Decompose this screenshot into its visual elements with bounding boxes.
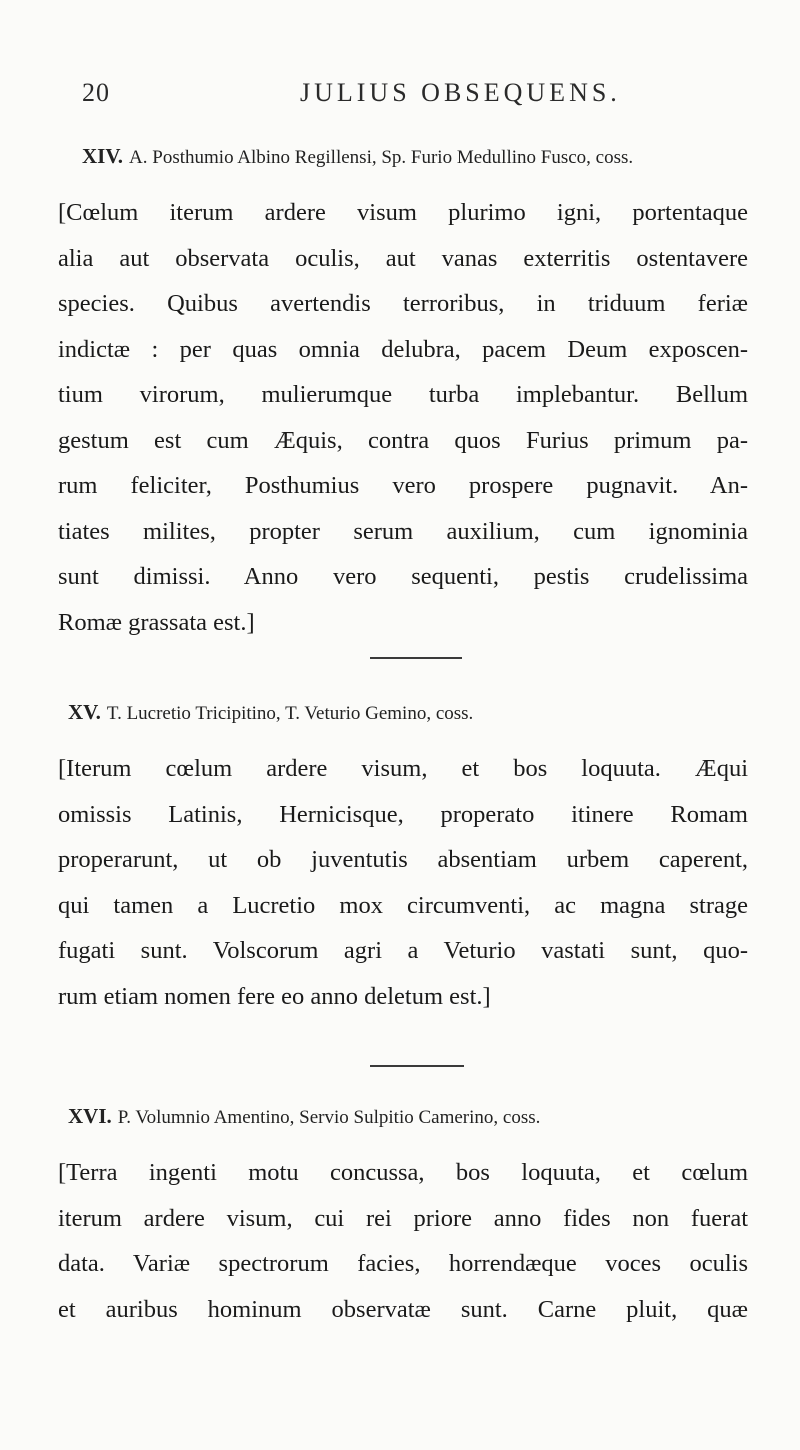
text-line: rum feliciter, Posthumius vero prospere pugnavit. An- [58, 472, 748, 499]
text-line: omissis Latinis, Hernicisque, properato itinere Romam [58, 800, 748, 828]
text-line: tiates milites, propter serum auxilium, cum ignominia [58, 517, 748, 545]
text-line: fugati sunt. Volscorum agri a Veturio vastati sunt, quo- [58, 937, 748, 964]
page-number: 20 [82, 78, 110, 107]
text-line: iterum ardere visum, cui rei priore anno fides non fuerat [58, 1204, 748, 1232]
text-line: [Cœlum iterum ardere visum plurimo igni, portentaque [58, 199, 748, 226]
entry-xv [58, 700, 748, 1019]
text-line: data. Variæ spectrorum facies, horrendæque voces oculis [58, 1250, 748, 1277]
text-line: sunt dimissi. Anno vero sequenti, pestis crudelissima [58, 563, 748, 590]
text-line: Romæ grassata est.] [58, 608, 255, 636]
entry-text [58, 1150, 748, 1332]
entry-consuls: P. Volumnio Amentino, Servio Sulpitio Camerino, coss. [117, 1107, 541, 1128]
entry-heading [58, 700, 748, 726]
entry-numeral: XVI. [68, 1104, 112, 1128]
text-line: qui tamen a Lucretio mox circumventi, ac magna strage [58, 891, 748, 919]
entry-text [58, 746, 748, 1019]
entry-text [58, 190, 748, 645]
text-line: indictæ : per quas omnia delubra, pacem Deum exposcen- [58, 335, 748, 363]
text-line: tium virorum, mulierumque turba implebantur. Bellum [58, 381, 748, 408]
text-line: [Terra ingenti motu concussa, bos loquuta, et cœlum [58, 1159, 748, 1186]
text-line: rum etiam nomen fere eo anno deletum est.] [58, 982, 491, 1010]
entry-numeral: XIV. [82, 144, 124, 168]
text-line: et auribus hominum observatæ sunt. Carne pluit, quæ [58, 1295, 748, 1323]
entry-consuls: T. Lucretio Tricipitino, T. Veturio Gemino, coss. [106, 703, 474, 724]
text-line: properarunt, ut ob juventutis absentiam urbem caperent, [58, 846, 748, 873]
entry-consuls: A. Posthumio Albino Regillensi, Sp. Furio Medullino Fusco, coss. [129, 147, 634, 168]
text-line: species. Quibus avertendis terroribus, in triduum feriæ [58, 290, 748, 317]
text-line: [Iterum cœlum ardere visum, et bos loquuta. Æqui [58, 755, 748, 782]
running-title: JULIUS OBSEQUENS. [300, 78, 621, 107]
entry-heading [58, 144, 748, 170]
entry-xvi [58, 1104, 748, 1332]
entry-xiv [58, 144, 748, 645]
text-line: alia aut observata oculis, aut vanas exterritis ostentavere [58, 244, 748, 272]
section-divider [370, 657, 462, 659]
entry-heading [58, 1104, 748, 1130]
entry-numeral: XV. [68, 700, 101, 724]
text-line: gestum est cum Æquis, contra quos Furius primum pa- [58, 426, 748, 454]
section-divider [370, 1065, 464, 1067]
page-header [0, 78, 800, 118]
